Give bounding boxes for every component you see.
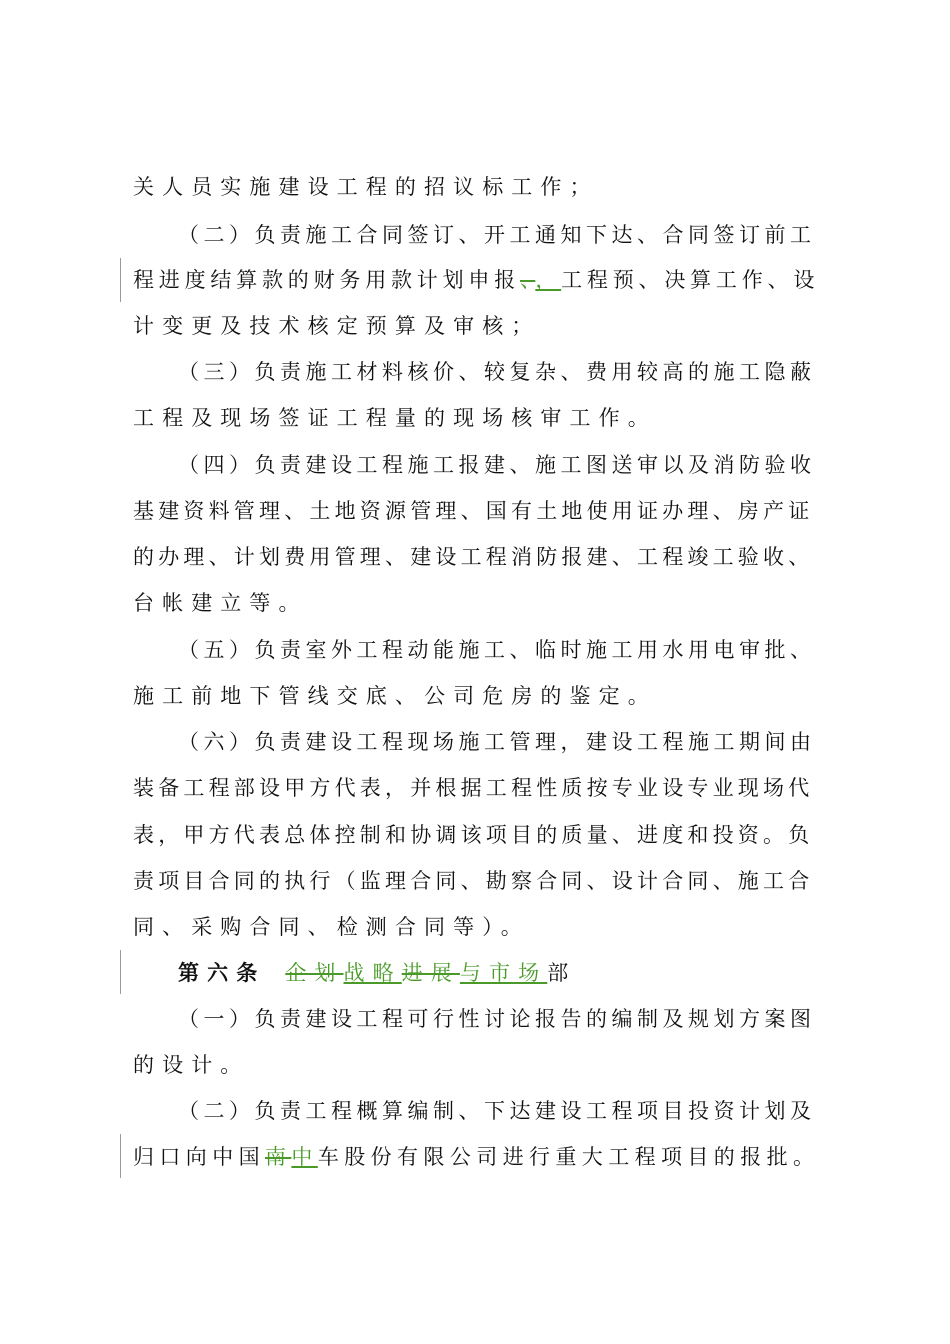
text-line: 基建资料管理、土地资源管理、国有土地使用证办理、房产证 (133, 499, 814, 523)
text-line: 施工前地下管线交底、公司危房的鉴定。 (133, 684, 657, 708)
text-segment: 部 (547, 961, 577, 985)
text-line (133, 263, 820, 297)
text-segment: 程进度结算款的财务用款计划申报 (133, 268, 520, 292)
text-line: （四）负责建设工程施工报建、施工图送审以及消防验收 (178, 453, 816, 477)
text-line: （一）负责建设工程可行性讨论报告的编制及规划方案图 (178, 1007, 816, 1031)
text-segment: 车股份有限公司进行重大工程项目的报批。 (317, 1145, 820, 1169)
text-line: 同、采购合同、检测合同等）。 (133, 915, 530, 939)
text-segment: 工程预、决算工作、设 (561, 268, 820, 292)
text-line: （二）负责工程概算编制、下达建设工程项目投资计划及 (178, 1099, 816, 1123)
change-bar (120, 258, 121, 302)
text-line: 的办理、计划费用管理、建设工程消防报建、工程竣工验收、 (133, 545, 814, 569)
text-line: 责项目合同的执行（监理合同、勘察合同、设计合同、施工合 (133, 869, 814, 893)
change-bar (120, 1134, 121, 1178)
text-line (133, 1140, 820, 1174)
article-heading (178, 956, 817, 990)
text-line: 计变更及技术核定预算及审核； (133, 314, 541, 338)
text-line: （二）负责施工合同签订、开工通知下达、合同签订前工 (178, 223, 816, 247)
text-line: 表，甲方代表总体控制和协调该项目的质量、进度和投资。负 (133, 823, 814, 847)
inserted-text: 战略 (343, 961, 402, 985)
text-line: 的设计。 (133, 1053, 250, 1077)
inserted-text: ， (535, 268, 562, 292)
text-line: （三）负责施工材料核价、较复杂、费用较高的施工隐蔽 (178, 360, 816, 384)
inserted-text: 与市场 (459, 961, 548, 985)
deleted-text: 企划 (285, 961, 344, 985)
deleted-text: 、 (520, 268, 536, 292)
text-line: （五）负责室外工程动能施工、临时施工用水用电审批、 (178, 638, 816, 662)
inserted-text: 中 (291, 1145, 318, 1169)
text-line: （六）负责建设工程现场施工管理，建设工程施工期间由 (178, 730, 816, 754)
text-segment: 归口向中国 (133, 1145, 265, 1169)
text-line: 装备工程部设甲方代表，并根据工程性质按专业设专业现场代 (133, 776, 814, 800)
text-line: 台帐建立等。 (133, 591, 308, 615)
article-label: 第六条 (178, 961, 266, 985)
change-bar (120, 950, 121, 994)
text-line: 工程及现场签证工程量的现场核审工作。 (133, 406, 657, 430)
text-line: 关人员实施建设工程的招议标工作； (133, 175, 599, 199)
deleted-text: 南 (265, 1145, 292, 1169)
deleted-text: 进展 (401, 961, 460, 985)
